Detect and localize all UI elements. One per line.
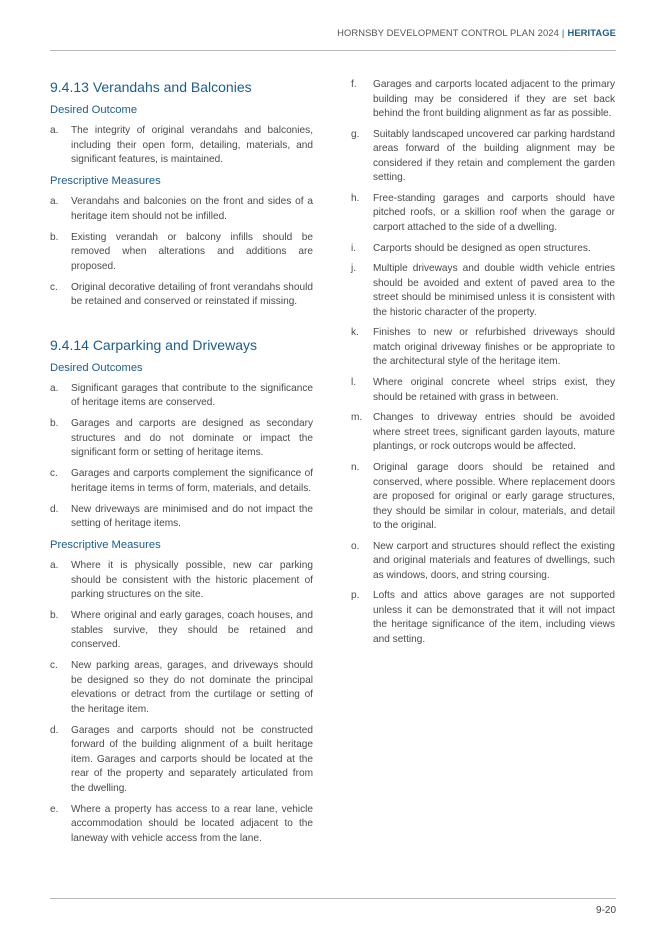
list-marker: j. (351, 263, 357, 275)
list-marker: a. (50, 125, 59, 136)
list-marker: p. (351, 590, 360, 602)
list-item-text: Carports should be designed as open structures. (373, 242, 591, 254)
list-marker: b. (50, 231, 59, 243)
subheading-desired-outcomes: Desired Outcomes (50, 361, 143, 374)
section-heading-carparking: 9.4.14 Carparking and Driveways (50, 336, 257, 353)
list-item-text: Verandahs and balconies on the front and sides of a heritage item should not be infilled. (71, 196, 313, 222)
list-item (351, 78, 615, 122)
list-item-text: Existing verandah or balcony infills should be removed when alterations and additions are proposed. (71, 231, 313, 272)
list-item (351, 128, 615, 186)
carparking-measures-list-left (50, 559, 313, 846)
list-item-text: Garages and carports should not be constructed forward of the building alignment of a built heritage item. Garages and carports should be located at the rear of the property and separately articulated from the dwelling. (71, 724, 313, 794)
list-item-text: Where original and early garages, coach houses, and stables survive, they should be retained and conserved. (71, 610, 313, 650)
list-marker: o. (351, 540, 360, 552)
list-item (351, 242, 615, 257)
list-item-text: Multiple driveways and double width vehicle entries should be avoided and extent of paved area to the street should be minimised unless it is consistent with the historic character of the property. (373, 263, 615, 318)
list-marker: c. (50, 468, 58, 479)
page-number: 9-20 (595, 905, 616, 916)
list-item-text: Where it is physically possible, new car parking should be consistent with the historic placement of parking structures on the site. (71, 560, 313, 600)
list-marker: a. (50, 382, 59, 394)
list-item (50, 231, 313, 275)
page-header (337, 27, 616, 38)
header-divider (50, 50, 616, 51)
list-item-text: Changes to driveway entries should be avoided where street trees, significant garden layouts, mature plantings, or rock outcrops would be affected. (373, 412, 615, 453)
header-separator: | (561, 27, 565, 38)
list-item-text: Garages and carports are designed as secondary structures and do not dominate or impact the significant form or setting of heritage items. (71, 418, 313, 458)
list-item-text: Significant garages that contribute to the significance of heritage items are conserved. (71, 382, 313, 408)
list-item (351, 540, 615, 584)
list-marker: i. (351, 242, 357, 254)
list-item-text: New parking areas, garages, and driveways should be designed so they do not dominate the principal elevations or detract from the curtilage or setting of the heritage item. (71, 660, 313, 715)
list-item (50, 467, 313, 496)
carparking-measures-list-right (351, 78, 615, 647)
list-item-text: New carport and structures should reflect the existing and original materials and features of dwellings, such as windows, doors, and string coursing. (373, 540, 615, 581)
list-marker: g. (351, 128, 360, 140)
section-heading-verandahs: 9.4.13 Verandahs and Balconies (50, 79, 252, 95)
list-marker: b. (50, 418, 59, 429)
list-item (351, 411, 615, 455)
list-marker: c. (50, 281, 58, 293)
list-marker: d. (50, 503, 59, 515)
list-item-text: Garages and carports complement the significance of heritage items in terms of form, materials, and details. (71, 468, 313, 494)
subheading-prescriptive-measures: Prescriptive Measures (50, 175, 161, 187)
list-marker: a. (50, 196, 59, 207)
list-item (50, 609, 313, 653)
list-marker: f. (351, 79, 357, 90)
verandah-measures-list (50, 195, 313, 310)
list-item (50, 417, 313, 461)
carparking-outcomes-list (50, 382, 313, 532)
list-item (351, 326, 615, 370)
list-item (351, 376, 615, 405)
subheading-desired-outcome: Desired Outcome (50, 104, 138, 116)
list-item (50, 503, 313, 532)
list-item (351, 589, 615, 647)
list-marker: c. (50, 660, 58, 671)
list-item-text: New driveways are minimised and do not impact the setting of heritage items. (71, 503, 313, 529)
list-item (351, 192, 615, 236)
list-marker: d. (50, 724, 59, 736)
list-item-text: Garages and carports located adjacent to the primary building may be considered if they are set back behind the front building alignment as far as possible. (373, 79, 615, 119)
list-item (351, 461, 615, 534)
verandah-outcomes-list (50, 124, 313, 168)
list-item-text: Lofts and attics above garages are not supported unless it can be demonstrated that it will not impact the heritage significance of the item, including views and setting. (373, 590, 615, 645)
list-item (50, 281, 313, 310)
list-item (50, 195, 313, 224)
list-item (351, 262, 615, 320)
list-marker: h. (351, 192, 360, 204)
list-marker: e. (50, 803, 59, 815)
list-item-text: Finishes to new or refurbished driveways should match original driveway finishes or be appropriate to the architectural style of the heritage item. (373, 327, 615, 368)
footer-divider (50, 898, 616, 899)
section-name: HERITAGE (567, 27, 616, 38)
list-item-text: Free-standing garages and carports should have pitched roofs, or a skillion roof when the garage or carport attached to the side of a dwelling. (373, 192, 615, 233)
list-item-text: Original decorative detailing of front verandahs should be retained and conserved or reinstated if missing. (71, 281, 313, 307)
list-marker: n. (351, 462, 360, 473)
list-marker: k. (351, 327, 359, 339)
list-item (50, 124, 313, 168)
list-item (50, 803, 313, 847)
list-item-text: Where original concrete wheel strips exist, they should be retained with grass in between. (373, 377, 615, 403)
left-column (50, 78, 313, 853)
list-item-text: Suitably landscaped uncovered car parking hardstand areas forward of the building alignment may be considered if they retain and complement the garden setting. (373, 128, 615, 184)
right-column (351, 78, 615, 654)
list-item (50, 724, 313, 797)
document-title: HORNSBY DEVELOPMENT CONTROL PLAN 2024 (337, 27, 559, 38)
list-marker: l. (351, 377, 357, 389)
list-item (50, 382, 313, 411)
subheading-prescriptive-measures: Prescriptive Measures (50, 539, 161, 551)
list-marker: a. (50, 560, 59, 571)
list-item-text: Original garage doors should be retained and conserved, where possible. Where replacement doors are proposed for original or early garage structures, they should be similar in colour, materials, and detail to the original. (373, 462, 615, 531)
list-item-text: Where a property has access to a rear lane, vehicle accommodation should be located adjacent to the laneway with vehicle access from the lane. (71, 803, 313, 844)
list-marker: m. (351, 412, 363, 424)
list-marker: b. (50, 610, 59, 621)
list-item (50, 659, 313, 717)
list-item-text: The integrity of original verandahs and balconies, including their open form, detailing, materials, and significant features, is maintained. (71, 125, 313, 165)
list-item (50, 559, 313, 603)
